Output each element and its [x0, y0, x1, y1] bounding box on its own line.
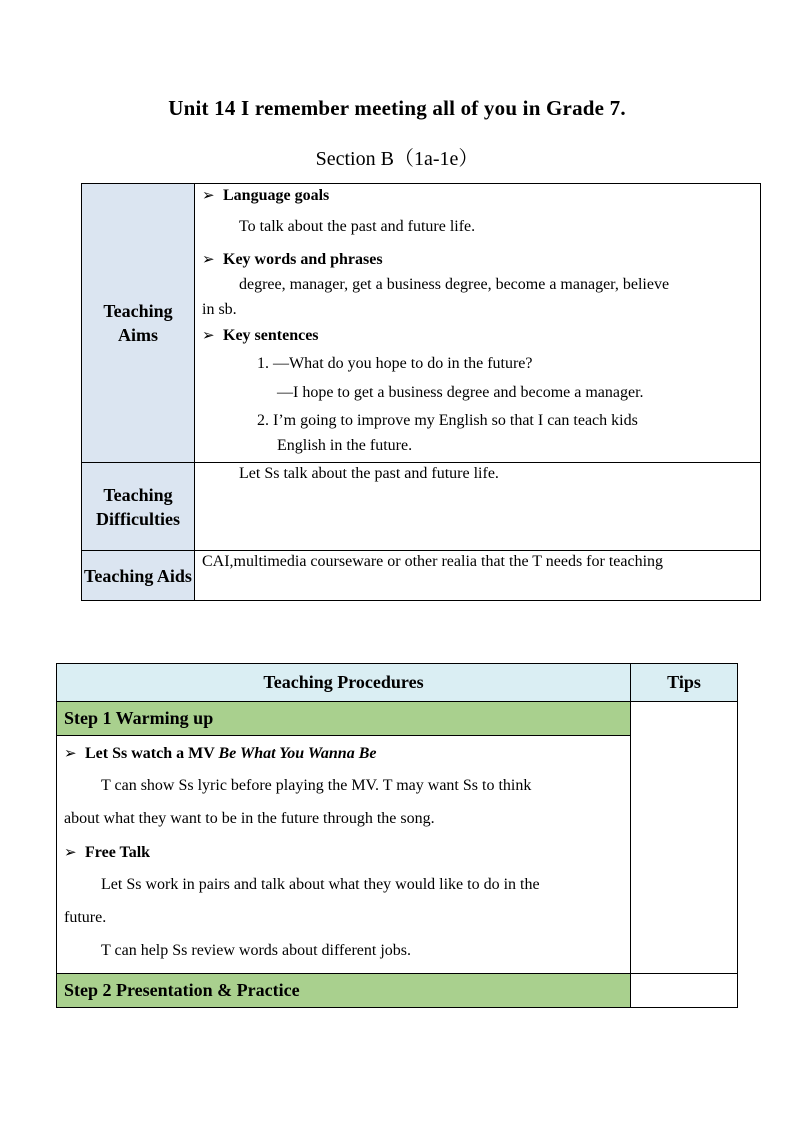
- teaching-difficulties-label: Teaching Difficulties: [82, 463, 195, 551]
- free-talk-bullet: ➢ Free Talk: [64, 835, 622, 868]
- mv-title: Be What You Wanna Be: [218, 745, 377, 762]
- arrowhead-bullet-icon: ➢: [202, 328, 215, 344]
- sentence-2-line-2: English in the future.: [277, 437, 413, 454]
- step-1-body: [57, 736, 631, 974]
- teaching-difficulties-content: [195, 463, 761, 551]
- difficulties-text: Let Ss talk about the past and future life.: [239, 465, 499, 482]
- step-1-heading: Step 1 Warming up: [57, 702, 631, 736]
- tips-header: Tips: [631, 664, 738, 702]
- free-talk-line-1: Let Ss work in pairs and talk about what they would like to do in the: [101, 876, 540, 893]
- sentence-2-line-1: 2. I’m going to improve my English so that I can teach kids: [257, 412, 638, 429]
- watch-mv-bullet: ➢ Let Ss watch a MV Be What You Wanna Be: [64, 736, 622, 769]
- step-2-heading: Step 2 Presentation & Practice: [57, 974, 631, 1008]
- mv-paragraph-line-1: T can show Ss lyric before playing the MV. T may want Ss to think: [101, 777, 532, 794]
- document-title: Unit 14 I remember meeting all of you in Grade 7.: [168, 96, 626, 120]
- free-talk-line-3: T can help Ss review words about different jobs.: [101, 942, 412, 959]
- arrowhead-bullet-icon: ➢: [64, 746, 77, 762]
- tips-cell: [631, 702, 738, 974]
- key-words-bullet: ➢ Key words and phrases: [202, 251, 383, 268]
- sentence-1-question: 1. —What do you hope to do in the future?: [257, 355, 533, 372]
- teaching-aims-content: [195, 184, 761, 463]
- arrowhead-bullet-icon: ➢: [202, 188, 215, 204]
- teaching-aims-label: Teaching Aims: [82, 184, 195, 463]
- key-words-line-2: in sb.: [202, 301, 237, 318]
- procedures-header: Teaching Procedures: [57, 664, 631, 702]
- sentence-1-answer: —I hope to get a business degree and become a manager.: [277, 384, 644, 401]
- teaching-aims-table: [81, 183, 761, 601]
- section-subtitle: Section B（1a-1e）: [315, 148, 479, 170]
- arrowhead-bullet-icon: ➢: [202, 252, 215, 268]
- key-words-line-1: degree, manager, get a business degree, become a manager, believe: [239, 276, 670, 293]
- step-2-tips-cell: [631, 974, 738, 1008]
- teaching-aids-content: [195, 551, 761, 601]
- arrowhead-bullet-icon: ➢: [64, 845, 77, 861]
- key-sentences-bullet: ➢ Key sentences: [202, 327, 319, 344]
- language-goals-text: To talk about the past and future life.: [239, 218, 476, 235]
- teaching-aids-label: Teaching Aids: [82, 551, 195, 601]
- language-goals-bullet: ➢ Language goals: [202, 187, 330, 204]
- mv-paragraph-line-2: about what they want to be in the future through the song.: [64, 810, 435, 827]
- aids-text: CAI,multimedia courseware or other realia that the T needs for teaching: [202, 553, 664, 570]
- free-talk-line-2: future.: [64, 909, 107, 926]
- teaching-procedures-table: [56, 663, 738, 1008]
